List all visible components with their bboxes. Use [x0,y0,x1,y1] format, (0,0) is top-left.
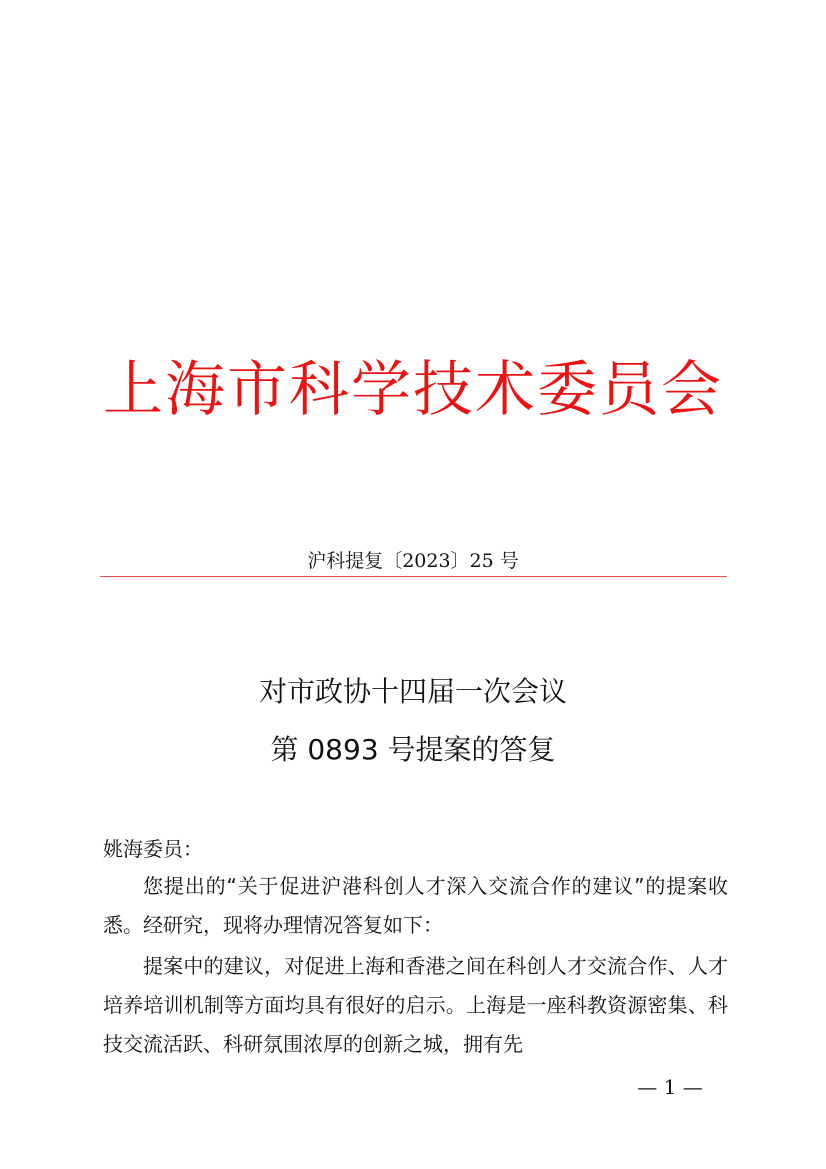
header-divider-line [100,576,727,577]
salutation: 姚海委员： [103,837,203,861]
page-number: — 1 — [637,1075,703,1099]
document-title-line-2: 第 0893 号提案的答复 [270,733,556,766]
document-number: 沪科提复〔2023〕25 号 [307,550,519,572]
body-paragraph-2: 提案中的建议，对促进上海和香港之间在科创人才交流合作、人才培养培训机制等方面均具有很好的启示。上海是一座科教资源密集、科技交流活跃、科研氛围浓厚的创新之城，拥有先 [103,954,728,1056]
agency-title: 上海市科学技术委员会 [103,355,723,425]
body-paragraph-1: 您提出的“关于促进沪港科创人才深入交流合作的建议”的提案收悉。经研究，现将办理情况答复如下： [103,874,728,937]
document-title-line-1: 对市政协十四届一次会议 [258,675,567,708]
